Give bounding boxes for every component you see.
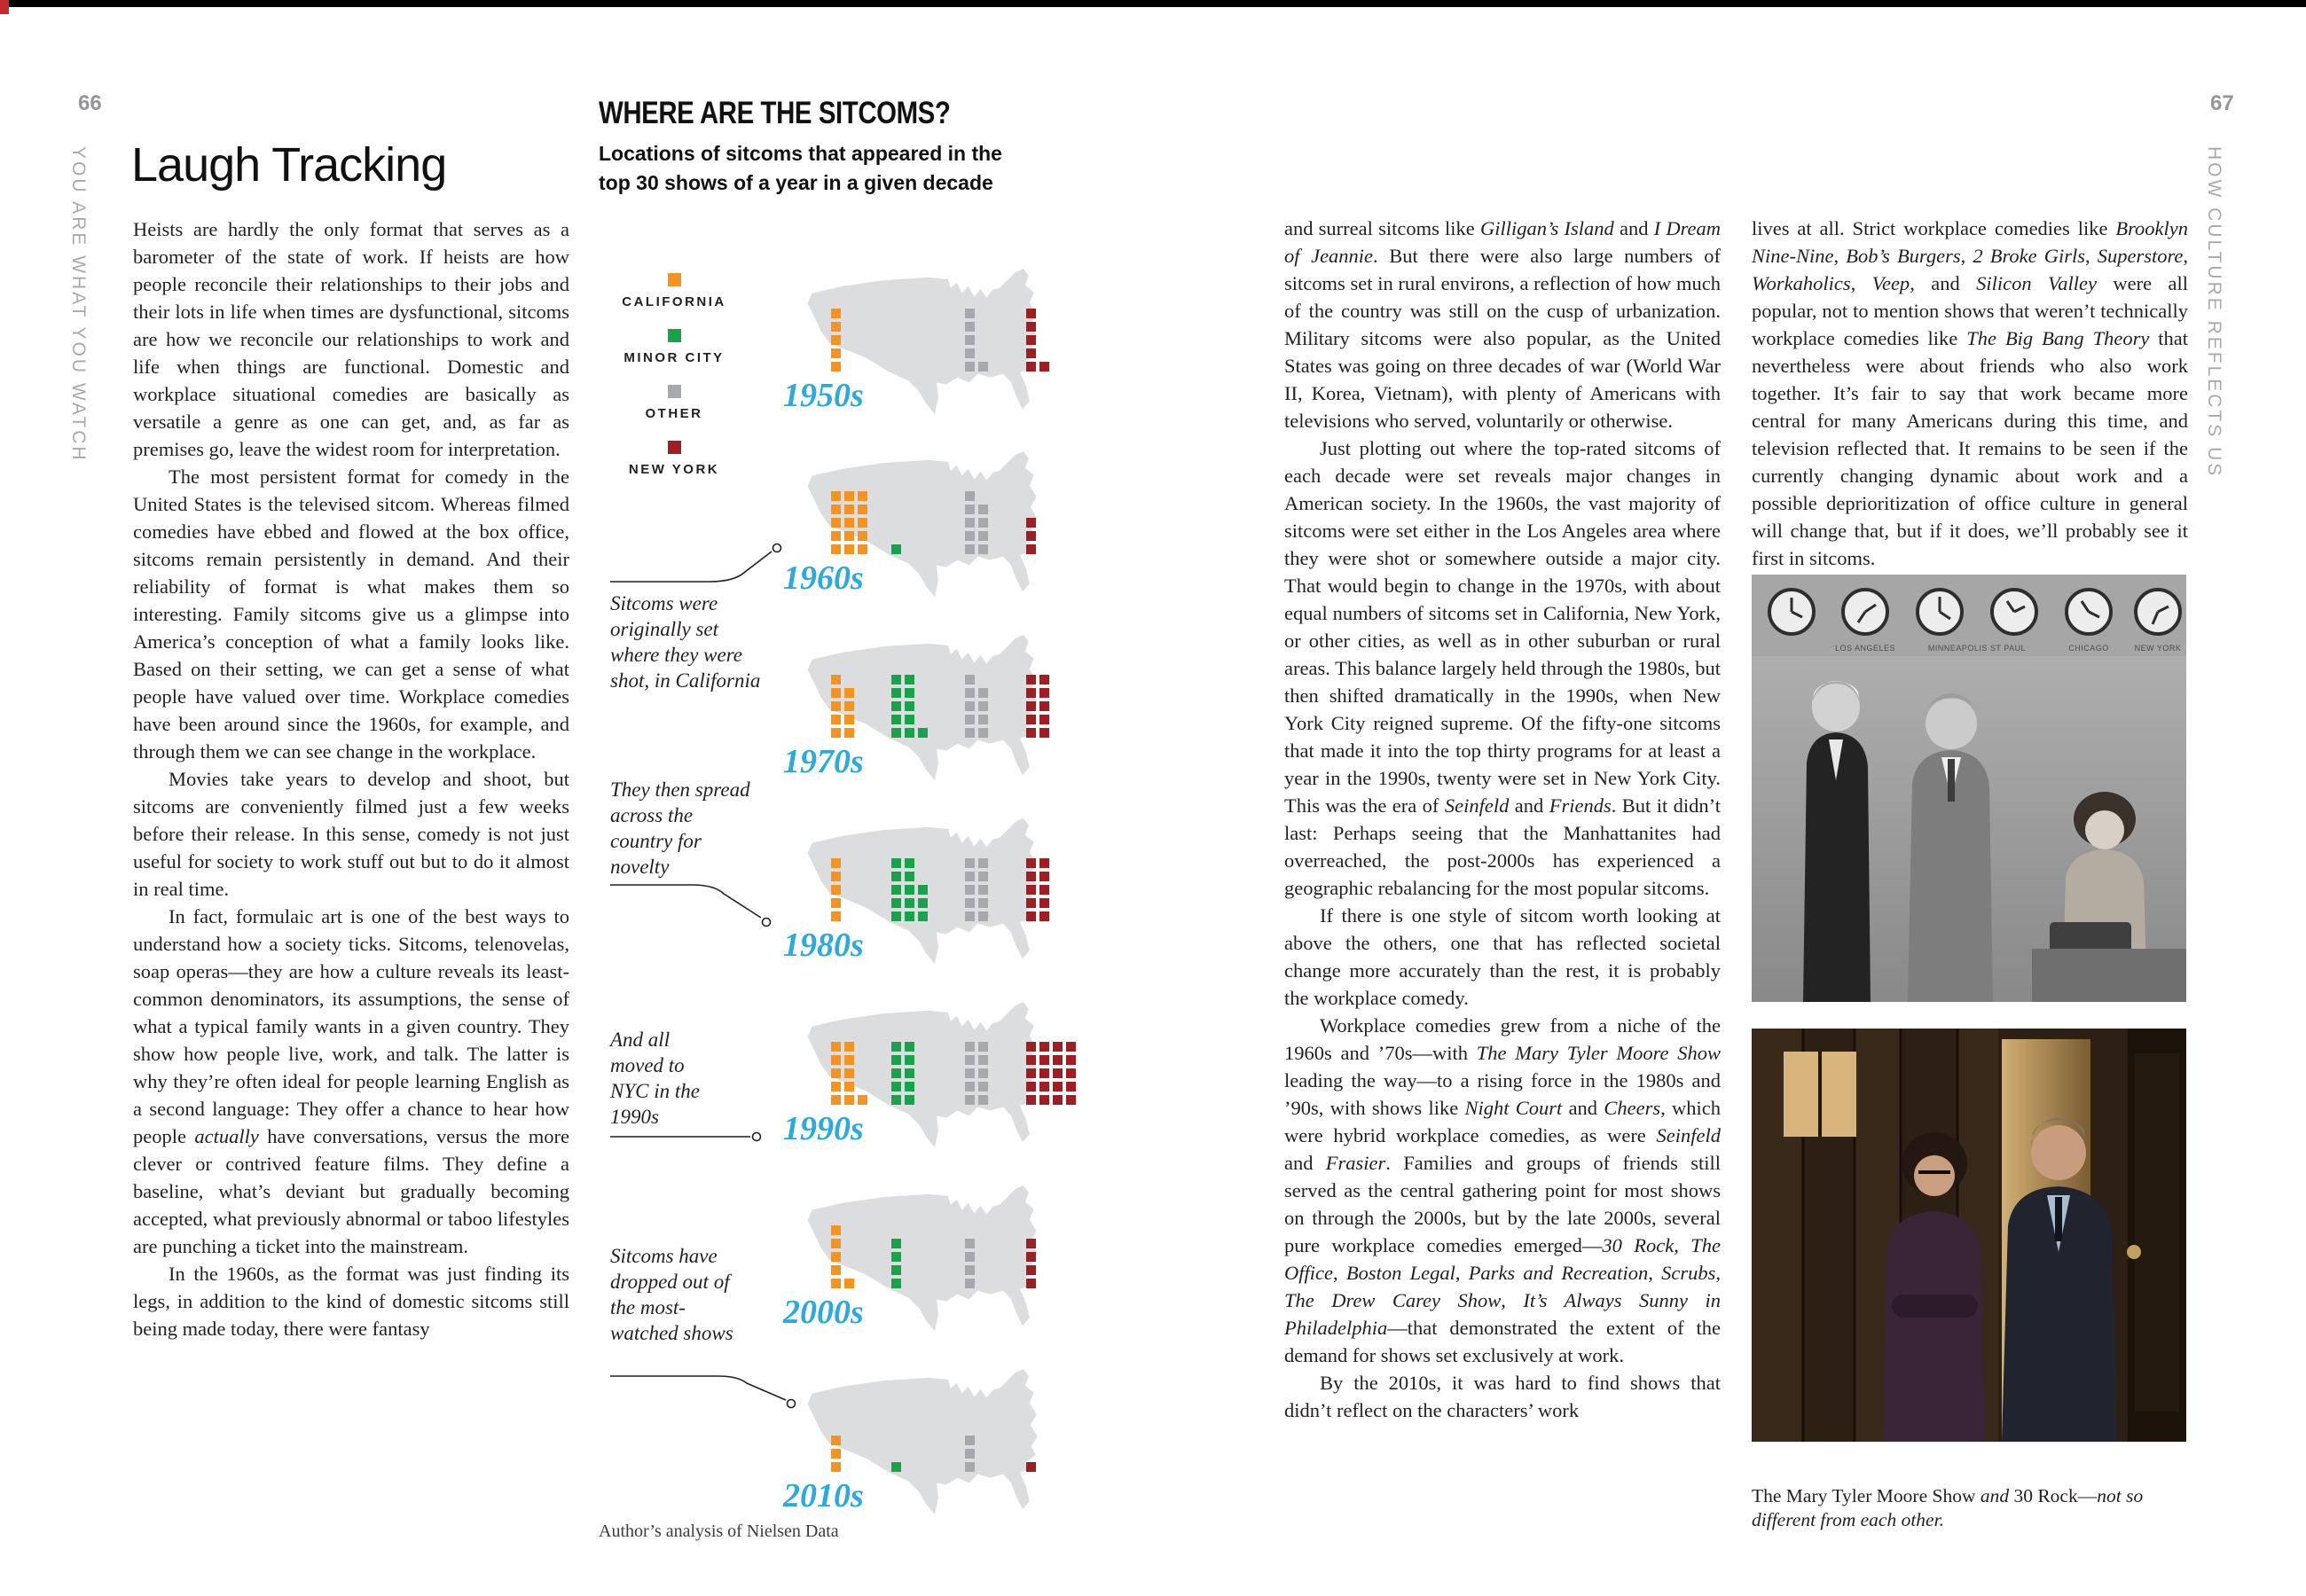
map-1980s	[783, 816, 1069, 974]
sitcom-square-california	[844, 544, 854, 554]
sitcom-square-california	[844, 1095, 854, 1105]
sitcom-square-new_york	[1026, 362, 1036, 372]
paragraph: Heists are hardly the only format that serves as a barometer of the state of work. If heists are how people reconcile their relationships to their jobs and their lots in life when times are dysfunctional, sitcoms are how we reconcile our relationships to work and life when things are functional. Domestic and workplace situational comedies are basically as versatile a genre as one can get, and, as far as premises go, leave the widest room for interpretation.	[133, 218, 569, 460]
legend-label: NEW YORK	[628, 462, 720, 477]
paragraph: Just plotting out where the top-rated sitcoms of each decade were set reveals major changes in American society. In the 1960s, the vast majority of sitcoms were set either in the Los Angeles area where they were shot or somewhere outside a major city. That would begin to change in the 1970s, with about equal numbers of sitcoms set in California, New York, or other cities, as well as in other suburban or rural areas. This balance largely held through the 1980s, but then shifted dramatically in the 1990s, when New York City reigned supreme. Of the fifty-one sitcoms that made it into the top thirty programs for at least a year in the 1990s, twenty were set in New York City. This was the era of Seinfeld and Friends. But it didn’t last: Perhaps seeing that the Manhattanites had overreached, the post-2000s has experienced a geographic rebalancing for the most popular sitcoms.	[1284, 437, 1721, 899]
sitcom-square-minor_city	[918, 898, 928, 908]
sitcom-square-new_york	[1026, 872, 1036, 881]
sitcom-square-other	[965, 872, 975, 881]
sitcom-square-california	[831, 1082, 841, 1091]
sitcom-square-other	[978, 518, 988, 528]
sitcom-square-california	[844, 505, 854, 514]
leader-line-2010s	[610, 1376, 786, 1400]
decade-label: 1990s	[783, 1110, 864, 1147]
sitcom-square-other	[965, 348, 975, 358]
sitcom-square-new_york	[1026, 518, 1036, 528]
sitcom-square-other	[965, 1068, 975, 1078]
newsroom-scene-illustration	[1752, 575, 2186, 1002]
sitcom-square-new_york	[1026, 1055, 1036, 1065]
decade-label: 1970s	[783, 743, 864, 780]
sitcom-square-california	[844, 1068, 854, 1078]
sitcom-square-california	[831, 675, 841, 685]
sitcom-square-new_york	[1026, 715, 1036, 724]
sitcom-square-other	[978, 362, 988, 372]
sitcom-square-new_york	[1066, 1055, 1076, 1065]
sitcom-square-other	[978, 1095, 988, 1105]
sitcom-square-other	[978, 885, 988, 895]
sitcom-square-other	[965, 1462, 975, 1472]
sitcom-square-other	[978, 1055, 988, 1065]
photo-caption	[1752, 1465, 2188, 1551]
sitcom-square-other	[965, 1279, 975, 1288]
sitcom-square-new_york	[1053, 1055, 1063, 1065]
sitcom-square-new_york	[1039, 885, 1049, 895]
sitcom-square-california	[858, 531, 867, 541]
sitcom-square-new_york	[1039, 675, 1049, 685]
sitcom-square-other	[965, 911, 975, 921]
sitcom-square-california	[831, 335, 841, 345]
sitcom-square-other	[965, 362, 975, 372]
paragraph: In the 1960s, as the format was just finding its legs, in addition to the kind of domestic sitcoms still being made today, there were fantasy	[133, 1263, 569, 1340]
decade-label: 1960s	[783, 559, 864, 597]
sitcom-square-new_york	[1039, 688, 1049, 698]
source-note: Author’s analysis of Nielsen Data	[599, 1522, 839, 1541]
sitcom-square-california	[831, 688, 841, 698]
sitcom-square-minor_city	[905, 872, 914, 881]
sitcom-square-new_york	[1026, 544, 1036, 554]
sitcom-square-california	[831, 872, 841, 881]
sitcom-square-minor_city	[891, 715, 901, 724]
legend-label: CALIFORNIA	[622, 294, 726, 309]
sitcom-square-california	[831, 898, 841, 908]
sitcom-square-california	[831, 518, 841, 528]
figure-head	[2085, 810, 2124, 849]
sitcom-square-minor_city	[905, 1068, 914, 1078]
sitcom-square-other	[965, 898, 975, 908]
sitcom-square-other	[978, 1068, 988, 1078]
page-number-left: 66	[78, 91, 102, 115]
page-number-right: 67	[2210, 91, 2234, 115]
sitcom-square-california	[844, 491, 854, 501]
sitcom-square-california	[831, 1239, 841, 1248]
sitcom-square-other	[965, 1055, 975, 1065]
sitcom-square-other	[965, 1436, 975, 1445]
decade-label: 2010s	[783, 1477, 864, 1514]
sitcom-square-california	[844, 1279, 854, 1288]
sitcom-square-new_york	[1026, 898, 1036, 908]
sitcom-square-other	[965, 518, 975, 528]
sitcom-square-new_york	[1066, 1095, 1076, 1105]
sitcom-square-other	[978, 715, 988, 724]
sitcom-square-other	[965, 1239, 975, 1248]
figure-head	[1812, 684, 1860, 732]
sitcom-square-minor_city	[891, 1042, 901, 1052]
sitcom-square-other	[978, 505, 988, 514]
map-1950s	[783, 266, 1069, 424]
annotation-1990s: And all moved to NYC in the 1990s	[610, 1029, 700, 1128]
right-column-2-text	[1752, 215, 2188, 572]
sitcom-square-new_york	[1026, 1462, 1036, 1472]
sitcom-square-new_york	[1039, 715, 1049, 724]
sitcom-square-new_york	[1039, 872, 1049, 881]
sitcom-square-california	[858, 505, 867, 514]
sitcom-square-other	[965, 309, 975, 318]
sitcom-square-minor_city	[918, 911, 928, 921]
leader-dot-1990s	[753, 1133, 761, 1141]
legend-item-other	[608, 385, 741, 421]
sitcom-square-minor_city	[905, 715, 914, 724]
clock-city-label: LOS ANGELES	[1834, 644, 1896, 653]
legend-label: MINOR CITY	[624, 350, 725, 365]
sitcom-square-minor_city	[891, 911, 901, 921]
desk	[2032, 949, 2186, 1002]
sitcom-square-california	[858, 491, 867, 501]
sitcom-square-california	[844, 1082, 854, 1091]
right-margin-chapter-title: HOW CULTURE REFLECTS US	[2204, 146, 2224, 479]
sitcom-square-minor_city	[891, 1239, 901, 1248]
leader-dot-1980s	[763, 919, 771, 927]
sitcom-square-new_york	[1026, 911, 1036, 921]
leader-dot-1960s	[773, 544, 781, 552]
sitcom-square-california	[831, 1436, 841, 1445]
legend-swatch	[668, 273, 681, 286]
article-title: Laugh Tracking	[131, 138, 447, 192]
leader-line-1960s	[610, 552, 772, 582]
sitcom-square-new_york	[1039, 1095, 1049, 1105]
sitcom-square-other	[965, 322, 975, 332]
map-1970s	[783, 632, 1069, 790]
sitcom-square-california	[831, 1252, 841, 1262]
sitcom-square-new_york	[1066, 1068, 1076, 1078]
sitcom-square-california	[844, 701, 854, 711]
sitcom-square-minor_city	[918, 885, 928, 895]
map-1960s	[783, 449, 1069, 606]
sitcom-square-new_york	[1039, 911, 1049, 921]
sitcom-square-other	[965, 688, 975, 698]
sitcom-square-minor_city	[891, 688, 901, 698]
decade-label: 2000s	[783, 1294, 864, 1331]
sitcom-square-other	[965, 715, 975, 724]
sitcom-square-california	[831, 885, 841, 895]
annotation-1980s: They then spread across the country for novelty	[610, 778, 750, 878]
sitcom-square-minor_city	[891, 701, 901, 711]
book-top-edge	[0, 0, 2306, 7]
sitcom-square-minor_city	[905, 898, 914, 908]
sitcom-square-minor_city	[905, 728, 914, 738]
sitcom-square-minor_city	[905, 688, 914, 698]
paragraph: and surreal sitcoms like Gilligan’s Island and I Dream of Jeannie. But there were also large numbers of sitcoms set in rural environs, a reflection of how much of the country was still on the cusp of urbanization. Military sitcoms were also popular, as the United States was going on three decades of war (World War II, Korea, Vietnam), with plenty of Americans with televisions who served, voluntarily or otherwise.	[1284, 217, 1721, 432]
spine-red-mark	[0, 0, 9, 14]
decade-label: 1950s	[783, 377, 864, 414]
paragraph: The most persistent format for comedy in the United States is the televised sitcom. Whereas filmed comedies have ebbed and flowed at the box office, sitcoms remain persistently in demand. And their reliability of format is what makes them so interesting. Family sitcoms give us a glimpse into America’s conception of what a family looks like. Based on their setting, we can get a sense of what people have valued over time. Workplace comedies have been around since the 1960s, for example, and through them we can see change in the workplace.	[133, 466, 569, 763]
clock-city-label: MINNEAPOLIS ST PAUL	[1927, 644, 2027, 653]
sitcom-square-california	[831, 1449, 841, 1459]
sitcom-square-california	[844, 688, 854, 698]
annotation-2010s: Sitcoms have dropped out of the most-watched shows	[610, 1245, 733, 1344]
sitcom-square-minor_city	[905, 1042, 914, 1052]
right-column-1-text	[1284, 215, 1721, 1424]
decade-label: 1980s	[783, 927, 864, 964]
sitcom-square-new_york	[1026, 1082, 1036, 1091]
sitcom-square-california	[831, 858, 841, 868]
sitcom-square-california	[831, 1265, 841, 1275]
sitcom-square-new_york	[1026, 309, 1036, 318]
sitcom-square-minor_city	[891, 1462, 901, 1472]
sitcom-square-california	[831, 1462, 841, 1472]
sitcom-square-minor_city	[905, 1095, 914, 1105]
sitcom-square-new_york	[1026, 885, 1036, 895]
sitcom-square-new_york	[1026, 728, 1036, 738]
sitcom-square-new_york	[1053, 1082, 1063, 1091]
sitcom-square-new_york	[1026, 348, 1036, 358]
sitcom-square-new_york	[1026, 1095, 1036, 1105]
sitcom-square-new_york	[1053, 1095, 1063, 1105]
sitcom-square-other	[978, 701, 988, 711]
sitcom-square-other	[965, 505, 975, 514]
sitcom-square-other	[965, 531, 975, 541]
legend-swatch	[668, 441, 681, 454]
sitcom-square-new_york	[1066, 1082, 1076, 1091]
sitcom-square-california	[831, 1068, 841, 1078]
sitcom-square-minor_city	[891, 1095, 901, 1105]
sitcom-square-minor_city	[905, 701, 914, 711]
sitcom-square-california	[858, 544, 867, 554]
sitcom-square-other	[965, 335, 975, 345]
sitcom-square-other	[965, 1042, 975, 1052]
sitcom-square-other	[978, 1082, 988, 1091]
sitcom-square-minor_city	[891, 1279, 901, 1288]
sitcom-square-new_york	[1026, 335, 1036, 345]
sitcom-square-other	[978, 872, 988, 881]
sitcom-square-minor_city	[918, 728, 928, 738]
sitcom-square-new_york	[1039, 1082, 1049, 1091]
paragraph: In fact, formulaic art is one of the best ways to understand how a society ticks. Sitcoms, telenovelas, soap operas—they are how a culture reveals its least-common denominators, its assumptions, the sense of what a typical family wants in a given country. They show how people live, work, and talk. The latter is why they’re often ideal for people learning English as a second language: They offer a chance to hear how people actually have conversations, versus the more clever or contrived feature films. They define a baseline, what’s deviant but gradually becoming accepted, what previously abnormal or taboo lifestyles are punching a ticket into the mainstream.	[133, 905, 569, 1257]
sitcom-square-minor_city	[891, 544, 901, 554]
sitcom-square-other	[965, 1449, 975, 1459]
sitcom-square-california	[831, 911, 841, 921]
typewriter	[2050, 922, 2131, 952]
sitcom-square-minor_city	[905, 911, 914, 921]
figure-head	[2031, 1125, 2086, 1180]
sitcom-square-new_york	[1039, 1068, 1049, 1078]
sitcom-square-other	[965, 1265, 975, 1275]
sitcom-square-california	[831, 544, 841, 554]
sitcom-square-minor_city	[905, 1082, 914, 1091]
sitcom-square-other	[978, 858, 988, 868]
sitcom-square-california	[844, 1042, 854, 1052]
clock-city-label: CHICAGO	[2068, 644, 2109, 653]
left-column-text	[133, 215, 569, 1342]
sitcom-square-minor_city	[891, 1055, 901, 1065]
sitcom-square-california	[844, 715, 854, 724]
sitcom-square-minor_city	[891, 885, 901, 895]
sitcom-square-california	[831, 531, 841, 541]
crossed-arms	[1892, 1295, 1978, 1318]
infographic-title: WHERE ARE THE SITCOMS?	[599, 96, 951, 130]
sitcom-square-other	[965, 885, 975, 895]
figure-head	[1914, 1155, 1955, 1196]
sitcom-square-california	[831, 322, 841, 332]
legend-item-california	[608, 273, 741, 309]
sitcom-square-california	[831, 715, 841, 724]
paragraph: lives at all. Strict workplace comedies like Brooklyn Nine-Nine, Bob’s Burgers, 2 Broke Girls, Superstore, Workaholics, Veep, and Silicon Valley were all popular, not to mention shows that weren’t technically workplace comedies like The Big Bang Theory that nevertheless were about friends who also work together. It’s fair to say that work became more central for many Americans during this time, and television reflected that. It remains to be seen if the currently changing dynamic about work and a possible deprioritization of office culture in general will change that, but if it does, we’ll probably see it first in sitcoms.	[1752, 217, 2189, 569]
sitcom-square-california	[844, 531, 854, 541]
sitcom-square-new_york	[1039, 1055, 1049, 1065]
sitcom-square-california	[858, 518, 867, 528]
legend-item-new_york	[608, 441, 741, 477]
sitcom-square-new_york	[1039, 1042, 1049, 1052]
sitcom-square-new_york	[1026, 1068, 1036, 1078]
paragraph: The Mary Tyler Moore Show and 30 Rock—not so different from each other.	[1752, 1484, 2144, 1530]
sitcom-square-new_york	[1039, 898, 1049, 908]
sitcom-square-minor_city	[891, 1068, 901, 1078]
sitcom-square-other	[978, 544, 988, 554]
sitcom-square-california	[831, 1042, 841, 1052]
sitcom-square-new_york	[1026, 858, 1036, 868]
sitcom-square-other	[965, 491, 975, 501]
sitcom-square-new_york	[1039, 701, 1049, 711]
sitcom-square-minor_city	[891, 858, 901, 868]
sitcom-square-new_york	[1039, 858, 1049, 868]
sitcom-square-other	[965, 1082, 975, 1091]
sitcom-square-other	[965, 675, 975, 685]
infographic-subtitle: Locations of sitcoms that appeared in the top 30 shows of a year in a given decade	[599, 142, 1002, 194]
sitcom-square-other	[978, 728, 988, 738]
sitcom-square-california	[831, 701, 841, 711]
clock-city-label: NEW YORK	[2134, 644, 2182, 653]
sitcom-square-california	[831, 1055, 841, 1065]
legend-item-minor_city	[608, 329, 741, 365]
sitcom-square-new_york	[1053, 1042, 1063, 1052]
sitcom-square-other	[978, 911, 988, 921]
sitcom-square-minor_city	[891, 1265, 901, 1275]
sitcom-square-new_york	[1026, 1252, 1036, 1262]
sitcom-square-other	[965, 728, 975, 738]
sitcom-square-new_york	[1026, 1239, 1036, 1248]
sitcom-square-minor_city	[905, 885, 914, 895]
paragraph: Workplace comedies grew from a niche of the 1960s and ’70s—with The Mary Tyler Moore Show leading the way—to a rising force in the 1980s and ’90s, with shows like Night Court and Cheers, which were hybrid workplace comedies, as were Seinfeld and Frasier. Families and groups of friends still served as the central gathering point for most shows on through the 2000s, but by the late 2000s, several pure workplace comedies emerged—30 Rock, The Office, Boston Legal, Parks and Recreation, Scrubs, The Drew Carey Show, It’s Always Sunny in Philadelphia—that demonstrated the extent of the demand for shows set exclusively at work.	[1284, 1014, 1722, 1366]
legend-swatch	[668, 385, 681, 398]
left-margin-book-title: YOU ARE WHAT YOU WATCH	[68, 146, 89, 463]
leader-dot-2010s	[788, 1400, 796, 1408]
sitcom-square-other	[965, 701, 975, 711]
sitcom-square-other	[978, 688, 988, 698]
door-knob	[2127, 1245, 2141, 1259]
sitcom-square-california	[844, 1055, 854, 1065]
photo-30-rock	[1752, 1029, 2186, 1442]
sitcom-square-minor_city	[891, 728, 901, 738]
sitcom-square-other	[965, 858, 975, 868]
sitcom-square-other	[965, 1095, 975, 1105]
sitcom-square-other	[965, 544, 975, 554]
sitcom-square-california	[858, 1095, 867, 1105]
sitcom-square-california	[844, 518, 854, 528]
paragraph: By the 2010s, it was hard to find shows that didn’t reflect on the characters’ work	[1284, 1372, 1721, 1421]
map-2000s	[783, 1183, 1069, 1341]
sitcom-square-new_york	[1053, 1068, 1063, 1078]
sitcom-square-california	[844, 728, 854, 738]
sitcom-square-new_york	[1026, 531, 1036, 541]
sitcom-square-california	[831, 1279, 841, 1288]
sitcom-square-other	[978, 1042, 988, 1052]
sitcom-square-new_york	[1066, 1042, 1076, 1052]
leader-line-1980s	[610, 885, 761, 918]
sitcom-square-california	[831, 1095, 841, 1105]
sitcom-square-new_york	[1026, 322, 1036, 332]
sitcom-square-minor_city	[891, 1082, 901, 1091]
sitcom-square-minor_city	[905, 858, 914, 868]
sitcom-square-california	[831, 728, 841, 738]
sitcom-square-new_york	[1026, 675, 1036, 685]
sitcom-square-other	[965, 1252, 975, 1262]
sitcom-square-minor_city	[891, 1252, 901, 1262]
photo-mary-tyler-moore-show	[1752, 575, 2186, 1002]
sitcom-square-new_york	[1026, 1279, 1036, 1288]
legend-label: OTHER	[645, 406, 703, 421]
sitcom-square-new_york	[1026, 688, 1036, 698]
paragraph: If there is one style of sitcom worth looking at above the others, one that has reflected societal change more accurately than the rest, it is probably the workplace comedy.	[1284, 904, 1721, 1009]
sitcom-square-california	[831, 505, 841, 514]
sitcom-square-california	[831, 491, 841, 501]
sitcom-square-california	[831, 309, 841, 318]
sitcom-square-california	[831, 348, 841, 358]
sitcom-square-minor_city	[905, 675, 914, 685]
sitcom-square-minor_city	[905, 1055, 914, 1065]
sitcom-square-new_york	[1039, 362, 1049, 372]
legend-swatch	[668, 329, 681, 342]
figure-head	[1926, 698, 1977, 749]
sitcom-square-minor_city	[891, 872, 901, 881]
doorway-scene-illustration	[1752, 1029, 2186, 1442]
sitcom-square-new_york	[1026, 1265, 1036, 1275]
sitcom-square-new_york	[1026, 1042, 1036, 1052]
sitcom-square-california	[831, 362, 841, 372]
annotation-1960s: Sitcoms were originally set where they were shot, in California	[610, 592, 761, 692]
sitcom-square-other	[978, 531, 988, 541]
sitcom-square-other	[978, 898, 988, 908]
sitcom-square-minor_city	[891, 675, 901, 685]
sitcom-square-california	[831, 1225, 841, 1235]
map-1990s	[783, 999, 1069, 1157]
map-2010s	[783, 1366, 1069, 1524]
sitcom-square-new_york	[1039, 728, 1049, 738]
sitcom-square-minor_city	[891, 898, 901, 908]
sitcom-square-new_york	[1026, 701, 1036, 711]
paragraph: Movies take years to develop and shoot, but sitcoms are conveniently filmed just a few weeks before their release. In this sense, comedy is not just useful for society to work stuff out but to do it almost in real time.	[133, 768, 569, 900]
